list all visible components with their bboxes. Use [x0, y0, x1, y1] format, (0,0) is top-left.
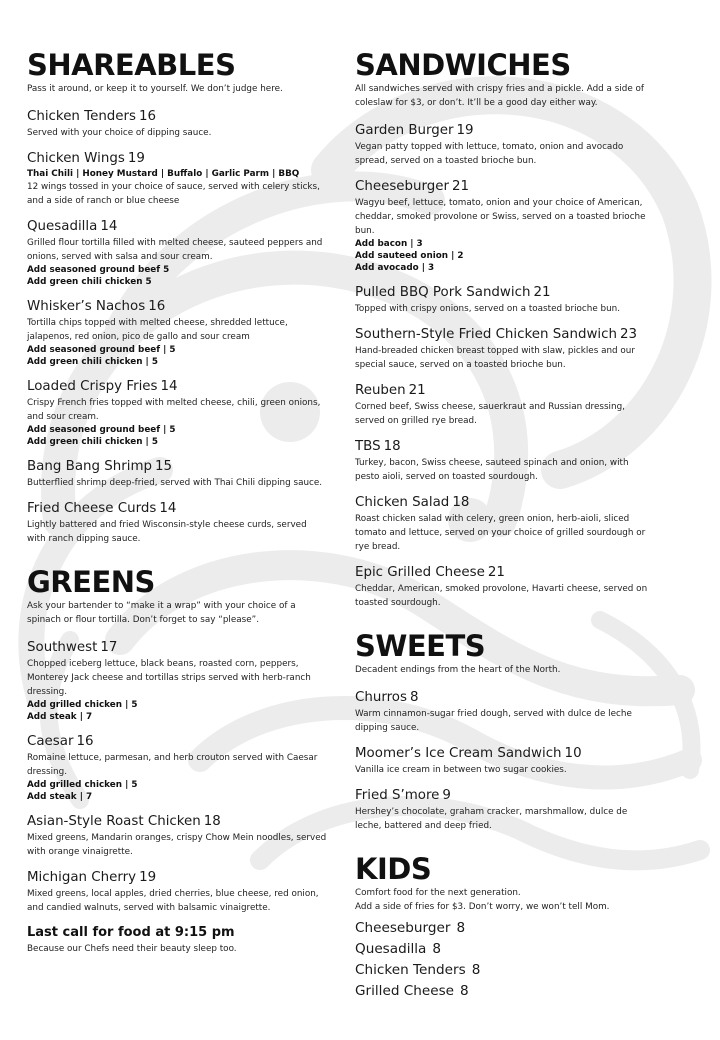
section-shareables: [27, 48, 327, 546]
item-name: Fried Cheese Curds: [27, 501, 157, 516]
section-note: Comfort food for the next generation.: [355, 888, 521, 898]
item-price: 18: [203, 814, 221, 829]
item-price: 16: [139, 109, 157, 124]
item-price: 18: [383, 439, 401, 454]
item-addon: Add grilled chicken | 5: [27, 780, 138, 790]
item-name: Epic Grilled Cheese: [355, 565, 485, 580]
item-price: 18: [452, 495, 470, 510]
section-title: KIDS: [355, 852, 432, 886]
item-price: 14: [160, 379, 178, 394]
item-addon: Add seasoned ground beef | 5: [27, 425, 176, 435]
section-title: SWEETS: [355, 629, 486, 663]
item-addon: Add seasoned ground beef | 5: [27, 345, 176, 355]
item-price: 8: [432, 941, 442, 957]
section-note: Decadent endings from the heart of the North.: [355, 665, 561, 675]
menu-item: [27, 377, 327, 448]
item-name: Caesar: [27, 734, 74, 749]
item-price: 8: [456, 920, 466, 936]
item-price: 21: [452, 179, 470, 194]
section-spacer: [27, 555, 327, 565]
last-call-note: Because our Chefs need their beauty sleep too.: [27, 944, 237, 954]
item-name: Grilled Cheese: [355, 983, 455, 999]
kids-menu-item: [355, 918, 655, 939]
item-description: 12 wings tossed in your choice of sauce, served with celery sticks, and a side of ranch or blue cheese: [27, 182, 320, 206]
item-title: [27, 732, 327, 751]
item-price: 15: [155, 459, 173, 474]
item-title: [27, 457, 327, 476]
item-addon: Add steak | 7: [27, 792, 93, 802]
menu-item: [355, 177, 655, 274]
item-name: Bang Bang Shrimp: [27, 459, 153, 474]
item-addon: Add green chili chicken | 5: [27, 437, 158, 447]
item-description: Mixed greens, Mandarin oranges, crispy Chow Mein noodles, served with orange vinaigrette.: [27, 833, 327, 857]
menu-item: [355, 688, 655, 735]
section-spacer: [355, 842, 655, 852]
item-name: Loaded Crispy Fries: [27, 379, 158, 394]
menu-item: [355, 381, 655, 428]
item-title: [27, 812, 327, 831]
item-name: Chicken Wings: [27, 151, 125, 166]
menu-item: [355, 121, 655, 168]
item-name: TBS: [355, 439, 381, 454]
menu-item: [27, 732, 327, 803]
item-name: Whisker’s Nachos: [27, 299, 146, 314]
item-title: [355, 744, 655, 763]
item-price: 21: [533, 285, 551, 300]
item-description: Warm cinnamon-sugar fried dough, served with dulce de leche dipping sauce.: [355, 709, 632, 733]
item-description: Served with your choice of dipping sauce.: [27, 128, 212, 138]
menu-item: [355, 493, 655, 554]
item-title: [27, 377, 327, 396]
section-title: SANDWICHES: [355, 48, 571, 82]
item-name: Southwest: [27, 640, 98, 655]
item-description: Chopped iceberg lettuce, black beans, roasted corn, peppers, Monterey Jack cheese and tortillas strips served with herb-ranch dressing.: [27, 659, 311, 697]
kids-menu-item: [355, 981, 655, 1002]
item-price: 9: [442, 788, 451, 803]
menu-item: [27, 499, 327, 546]
item-title: [27, 107, 327, 126]
item-title: [355, 563, 655, 582]
section-note: Ask your bartender to “make it a wrap” with your choice of a spinach or flour tortilla. Don’t forget to say “please”.: [27, 601, 296, 625]
section-title: SHAREABLES: [27, 48, 236, 82]
item-addon: Add green chili chicken | 5: [27, 357, 158, 367]
item-name: Churros: [355, 690, 407, 705]
item-price: 8: [471, 962, 481, 978]
item-name: Garden Burger: [355, 123, 454, 138]
item-price: 16: [148, 299, 166, 314]
item-description: Romaine lettuce, parmesan, and herb crouton served with Caesar dressing.: [27, 753, 318, 777]
item-description: Roast chicken salad with celery, green onion, herb-aioli, sliced tomato and lettuce, served on your choice of grilled sourdough or rye bread.: [355, 514, 646, 552]
item-title: [27, 638, 327, 657]
item-price: 23: [619, 327, 638, 342]
menu-item: [355, 283, 655, 316]
section-sweets: [355, 629, 655, 833]
item-price: 19: [127, 151, 145, 166]
item-description: Tortilla chips topped with melted cheese, shredded lettuce, jalapenos, red onion, pico de gallo and sour cream: [27, 318, 288, 342]
menu-item: [27, 149, 327, 208]
right-column: [355, 48, 655, 1002]
item-title: [355, 283, 655, 302]
item-description: Wagyu beef, lettuce, tomato, onion and your choice of American, cheddar, smoked provolone or Swiss, served on a toasted brioche bun.: [355, 198, 646, 236]
section-note: Add a side of fries for $3. Don’t worry, we won’t tell Mom.: [355, 902, 610, 912]
section-sandwiches: [355, 48, 655, 610]
item-title: [27, 217, 327, 236]
item-name: Quesadilla: [27, 219, 98, 234]
menu-item: [27, 217, 327, 288]
menu-item: [355, 744, 655, 777]
last-call-notice: Last call for food at 9:15 pm: [27, 925, 235, 940]
item-name: Fried S’more: [355, 788, 440, 803]
item-title: [27, 499, 327, 518]
menu-item: [27, 457, 327, 490]
item-name: Pulled BBQ Pork Sandwich: [355, 285, 531, 300]
item-price: 16: [76, 734, 94, 749]
item-name: Cheeseburger: [355, 920, 451, 936]
item-description: Topped with crispy onions, served on a toasted brioche bun.: [355, 304, 621, 314]
menu-item: [355, 325, 655, 372]
item-title: [355, 786, 655, 805]
item-addon: Add green chili chicken 5: [27, 277, 152, 287]
item-description: Grilled flour tortilla filled with melted cheese, sauteed peppers and onions, served with salsa and sour cream.: [27, 238, 323, 262]
item-description: Cheddar, American, smoked provolone, Havarti cheese, served on toasted sourdough.: [355, 584, 648, 608]
item-description: Mixed greens, local apples, dried cherries, blue cheese, red onion, and candied walnuts, served with balsamic vinaigrette.: [27, 889, 319, 913]
item-addon: Add bacon | 3: [355, 239, 423, 249]
item-name: Quesadilla: [355, 941, 427, 957]
item-title: [355, 177, 655, 196]
section-spacer: [355, 619, 655, 629]
item-price: 8: [460, 983, 469, 999]
item-addon: Add sauteed onion | 2: [355, 251, 464, 261]
section-note: Pass it around, or keep it to yourself. We don’t judge here.: [27, 84, 283, 94]
item-description: Corned beef, Swiss cheese, sauerkraut and Russian dressing, served on grilled rye bread.: [355, 402, 625, 426]
section-kids: [355, 852, 655, 1002]
item-addon: Add seasoned ground beef 5: [27, 265, 170, 275]
menu-item: [27, 868, 327, 915]
menu-item: [27, 812, 327, 859]
item-name: Reuben: [355, 383, 406, 398]
menu-item: [27, 638, 327, 723]
item-title: [27, 149, 327, 168]
item-description: Vegan patty topped with lettuce, tomato, onion and avocado spread, served on a toasted brioche bun.: [355, 142, 624, 166]
item-description: Butterflied shrimp deep-fried, served with Thai Chili dipping sauce.: [27, 478, 323, 488]
menu-item: [27, 297, 327, 368]
kids-menu-item: [355, 960, 655, 981]
left-column: [27, 48, 327, 956]
item-description: Turkey, bacon, Swiss cheese, sauteed spinach and onion, with pesto aioli, served on toasted sourdough.: [355, 458, 629, 482]
section-title: GREENS: [27, 565, 155, 599]
item-price: 14: [159, 501, 177, 516]
menu-item: [355, 437, 655, 484]
kids-menu-item: [355, 939, 655, 960]
item-price: 10: [564, 746, 582, 761]
item-title: [355, 381, 655, 400]
item-price: 14: [100, 219, 118, 234]
item-addon: Add avocado | 3: [355, 263, 435, 273]
menu-item: [355, 563, 655, 610]
menu-item: [27, 107, 327, 140]
item-addon: Add grilled chicken | 5: [27, 700, 138, 710]
item-title: [355, 325, 655, 344]
item-name: Cheeseburger: [355, 179, 450, 194]
item-title: [355, 437, 655, 456]
item-name: Chicken Tenders: [355, 962, 466, 978]
item-price: 8: [409, 690, 419, 705]
item-name: Chicken Salad: [355, 495, 450, 510]
item-price: 19: [456, 123, 474, 138]
item-name: Southern-Style Fried Chicken Sandwich: [355, 327, 617, 342]
item-description: Hand-breaded chicken breast topped with slaw, pickles and our special sauce, served on a toasted brioche bun.: [355, 346, 635, 370]
item-description: Lightly battered and fried Wisconsin-style cheese curds, served with ranch dipping sauce.: [27, 520, 307, 544]
item-price: 21: [487, 565, 505, 580]
item-title: [27, 297, 327, 316]
item-addon: Add steak | 7: [27, 712, 93, 722]
item-price: 19: [139, 870, 157, 885]
item-description: Crispy French fries topped with melted cheese, chili, green onions, and sour cream.: [27, 398, 321, 422]
section-greens: [27, 565, 327, 956]
item-price: 21: [408, 383, 426, 398]
item-title: [355, 493, 655, 512]
item-description: Hershey’s chocolate, graham cracker, marshmallow, dulce de leche, battered and deep fried.: [355, 807, 628, 831]
item-title: [355, 121, 655, 140]
item-price: 17: [100, 640, 118, 655]
item-name: Asian-Style Roast Chicken: [27, 814, 201, 829]
item-name: Chicken Tenders: [27, 109, 137, 124]
item-title: [27, 868, 327, 887]
item-description: Vanilla ice cream in between two sugar cookies.: [355, 765, 567, 775]
section-note: All sandwiches served with crispy fries and a pickle. Add a side of coleslaw for $3, or don’t. It’ll be a good day either way.: [355, 84, 645, 108]
menu-item: [355, 786, 655, 833]
item-title: [355, 688, 655, 707]
item-sauce-options: Thai Chili | Honey Mustard | Buffalo | Garlic Parm | BBQ: [27, 169, 300, 179]
item-name: Michigan Cherry: [27, 870, 137, 885]
item-name: Moomer’s Ice Cream Sandwich: [355, 746, 562, 761]
